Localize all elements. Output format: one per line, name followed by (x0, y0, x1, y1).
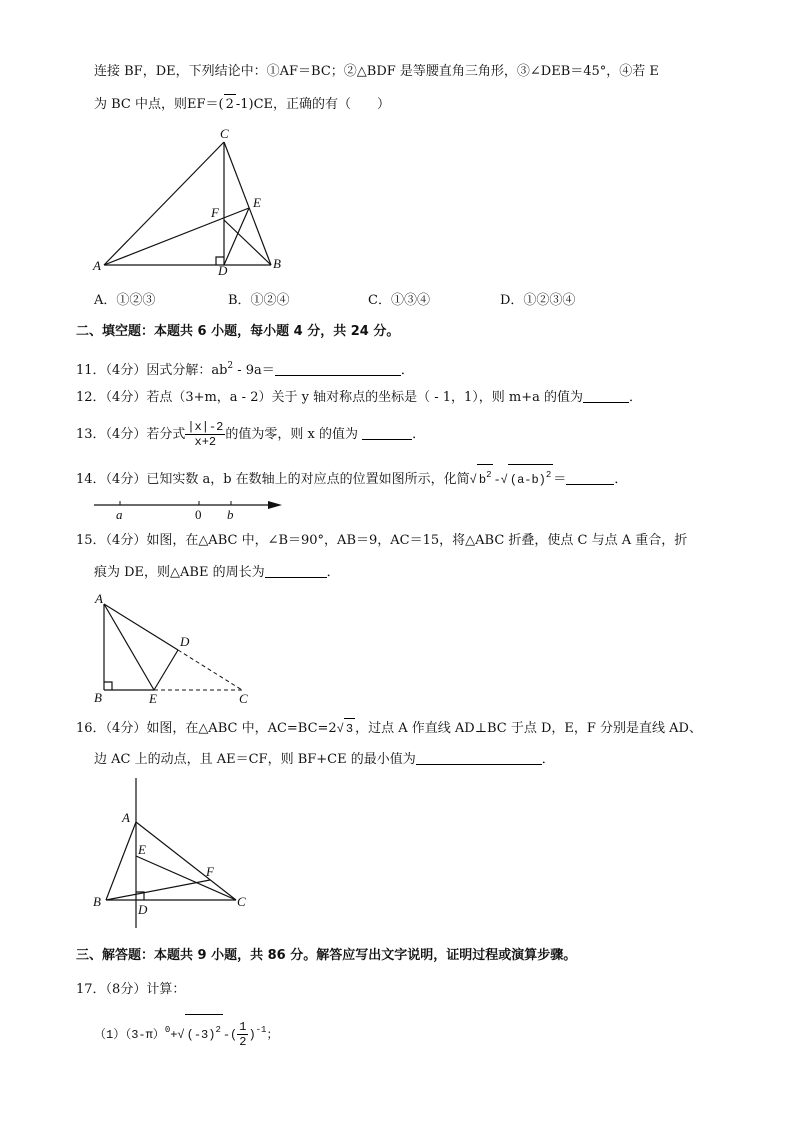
q10-label-b: B (273, 256, 281, 271)
q15-label-d: D (180, 634, 190, 649)
q14-sqrt2 (508, 464, 553, 490)
q10-option-d: D．①②③④ (500, 293, 576, 308)
q10-line2-post: -1)CE，正确的有（ ） (235, 97, 391, 112)
q17-part1-pre: （1）（3-π） (94, 1028, 165, 1042)
q11-exp: 2 (227, 361, 234, 371)
q16-end: ． (541, 752, 555, 767)
q14-rad2-exp: 2 (545, 470, 552, 480)
q14-blank (566, 470, 614, 485)
q14-tick-a: a (116, 507, 123, 522)
q14-tick-b: b (227, 507, 234, 522)
q13-blank (362, 425, 412, 440)
q10-sqrt: 2 (224, 94, 236, 115)
q12-blank (583, 388, 629, 403)
q10-label-a: A (93, 258, 101, 273)
q14-rad1: b (478, 473, 487, 487)
q15-line2 (94, 563, 340, 583)
q16-line1: 16．（4分）如图，在△ABC 中，AC=BC=2√ 3 ，过点 A 作直线 AD⊥BC 于点 D，E，F 分别是直线 AD、 (76, 718, 702, 739)
q16-line2-text: 边 AC 上的动点，且 AE＝CF，则 BF+CE 的最小值为 (94, 752, 416, 767)
q14-tick-0: 0 (195, 507, 202, 522)
q11-post: - 9a＝ (233, 363, 275, 378)
q15-label-a: A (95, 591, 103, 606)
q14-minus: - (493, 473, 501, 487)
q15-line1: 15．（4分）如图，在△ABC 中，∠B＝90°，AB＝9，AC＝15，将△ABC 折叠，使点 C 与点 A 重合，折 (76, 533, 688, 548)
q14-sqrt1 (477, 464, 494, 490)
q17-close: ) (248, 1028, 256, 1042)
q12 (76, 388, 642, 408)
q12-end: ． (629, 390, 643, 405)
q16-blank (416, 750, 542, 765)
q17-minus: -( (222, 1028, 238, 1042)
q17-rad: (-3) (186, 1028, 216, 1042)
q11-blank (275, 361, 401, 376)
q13-post: 的值为零，则 x 的值为 (225, 427, 363, 442)
q16-sqrt: 3 (344, 718, 355, 739)
q14-rad1-exp: 2 (486, 470, 492, 480)
q16-label-f: F (206, 864, 214, 879)
q13-end: ． (412, 427, 426, 442)
q13-fraction (185, 420, 225, 449)
q16-label-c: C (237, 894, 246, 909)
q14-rad2: (a-b) (509, 473, 546, 487)
q13 (76, 420, 425, 450)
q11-end: ． (400, 363, 414, 378)
q16-line1-post: ，过点 A 作直线 AD⊥BC 于点 D，E，F 分别是直线 AD、 (355, 721, 702, 736)
q16-line1-pre: 16．（4分）如图，在△ABC 中，AC=BC=2 (76, 721, 337, 736)
q16-label-d: D (138, 902, 148, 917)
q13-denominator: x+2 (194, 435, 217, 449)
q15-figure (90, 590, 260, 708)
q17-title: 17．（8分）计算： (76, 982, 186, 997)
q10-option-b: B．①②④ (228, 293, 290, 308)
q14-post: ＝ (553, 472, 567, 487)
q10-line2 (94, 94, 390, 115)
section3-heading: 三、解答题：本题共 9 小题，共 86 分。解答应写出文字说明，证明过程或演算步骤。 (76, 948, 577, 963)
q10-label-c: C (220, 126, 229, 141)
q10-line1: 连接 BF，DE，下列结论中：①AF＝BC；②△BDF 是等腰直角三角形，③∠DEB＝45°，④若 E (94, 64, 659, 79)
q10-option-c: C．①③④ (368, 293, 430, 308)
q10-line2-pre: 为 BC 中点，则EF＝( (94, 97, 224, 112)
q17-plus: + (170, 1028, 178, 1042)
q14: 14．（4分）已知实数 a，b 在数轴上的对应点的位置如图所示，化简√ $b^2$ -√ $(a-b)^2$ ＝ ． (76, 464, 627, 490)
q15-label-c: C (239, 691, 248, 706)
q15-label-b: B (94, 690, 102, 705)
q16-figure (90, 776, 260, 932)
q16-label-b: B (93, 894, 101, 909)
q16-label-a: A (122, 810, 130, 825)
q10-option-a: A．①②③ (94, 293, 156, 308)
q15-line2-text: 痕为 DE，则△ABE 的周长为 (94, 565, 265, 580)
q17-sqrt (185, 1014, 223, 1050)
q11 (76, 356, 414, 381)
q15-end: ． (326, 565, 340, 580)
q17-denominator: 2 (239, 1035, 247, 1050)
q17-end: ； (266, 1028, 279, 1042)
q12-text: 12．（4分）若点（3+m，a - 2）关于 y 轴对称点的坐标是（ - 1，1），则 m+a 的值为 (76, 390, 584, 405)
q17-exp0: 0 (164, 1025, 171, 1035)
q17-exp: -1 (255, 1025, 267, 1035)
q14-pre: 14．（4分）已知实数 a，b 在数轴上的对应点的位置如图所示，化简 (76, 472, 470, 487)
q14-end: ． (614, 472, 628, 487)
q15-blank (265, 563, 327, 578)
q10-label-d: D (218, 263, 228, 275)
q17-part1: $(1)(3-\pi)^0+√$ $(-3)^2$ -( $\frac{1}{2}$ )$^{-1}$； (94, 1014, 278, 1050)
q10-figure (90, 125, 290, 275)
q13-numerator: |x|-2 (187, 420, 224, 434)
q17-rad-exp: 2 (215, 1025, 221, 1035)
q14-number-line (90, 496, 290, 524)
q10-label-f: F (211, 205, 219, 220)
q15-label-e: E (149, 691, 157, 706)
q13-pre: 13．（4分）若分式 (76, 427, 186, 442)
q11-pre: 11．（4分）因式分解：ab (76, 363, 228, 378)
q16-label-e: E (138, 842, 146, 857)
q17-numerator: 1 (239, 1020, 247, 1035)
section2-heading: 二、填空题：本题共 6 小题，每小题 4 分，共 24 分。 (76, 324, 400, 339)
q10-label-e: E (253, 195, 261, 210)
q16-line2 (94, 750, 555, 770)
q17-fraction (237, 1020, 248, 1049)
